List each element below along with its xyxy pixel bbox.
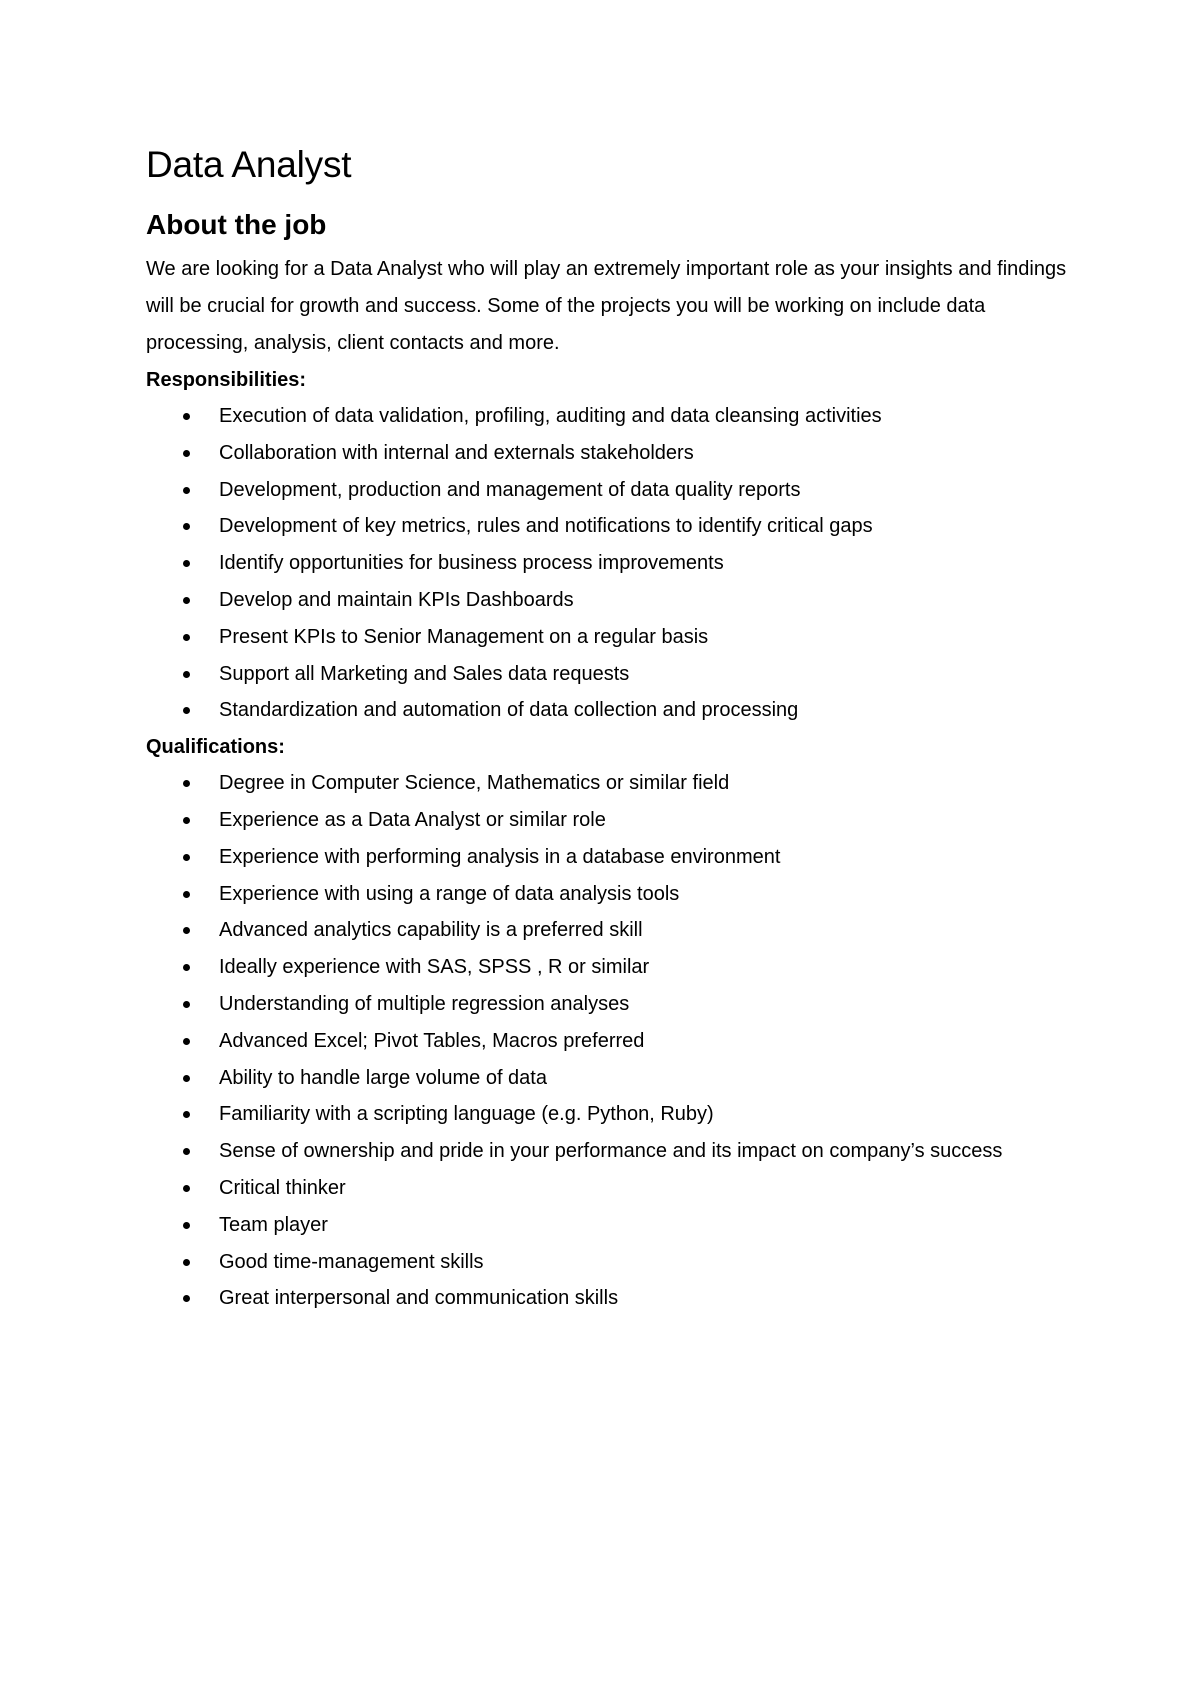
qualifications-list — [146, 765, 1086, 1317]
list-item-text: Degree in Computer Science, Mathematics or similar field — [219, 772, 730, 795]
list-item-text: Support all Marketing and Sales data requests — [219, 662, 630, 685]
intro-paragraph: We are looking for a Data Analyst who will play an extremely important role as your insights and findings will be crucial for growth and success. Some of the projects you will be working on include data processing, analysis, client contacts and more. — [146, 258, 1067, 354]
list-item-text: Sense of ownership and pride in your performance and its impact on company’s success — [219, 1140, 1003, 1163]
list-item-text: Advanced Excel; Pivot Tables, Macros preferred — [219, 1029, 645, 1052]
bullet-icon — [183, 1001, 190, 1008]
bullet-icon — [183, 1259, 190, 1266]
bullet-icon — [183, 780, 190, 787]
list-item-text: Good time-management skills — [219, 1250, 484, 1273]
bullet-icon — [183, 523, 190, 530]
list-item — [146, 912, 1086, 949]
list-item — [146, 1133, 1086, 1170]
list-item-text: Experience with performing analysis in a database environment — [219, 845, 781, 868]
list-item-text: Collaboration with internal and externals stakeholders — [219, 441, 694, 464]
list-item — [146, 802, 1086, 839]
list-item-text: Standardization and automation of data collection and processing — [219, 699, 799, 722]
list-item — [146, 582, 1086, 619]
bullet-icon — [183, 1111, 190, 1118]
list-item-text: Great interpersonal and communication skills — [219, 1287, 619, 1310]
list-item — [146, 839, 1086, 876]
list-item-text: Ability to handle large volume of data — [219, 1066, 547, 1089]
list-item-text: Present KPIs to Senior Management on a regular basis — [219, 625, 709, 648]
bullet-icon — [183, 560, 190, 567]
list-item — [146, 1096, 1086, 1133]
list-item-text: Advanced analytics capability is a preferred skill — [219, 919, 643, 942]
list-item — [146, 1023, 1086, 1060]
list-item — [146, 1207, 1086, 1244]
bullet-icon — [183, 597, 190, 604]
document-content — [146, 140, 1086, 1317]
bullet-icon — [183, 450, 190, 457]
list-item-text: Develop and maintain KPIs Dashboards — [219, 588, 574, 611]
list-item — [146, 508, 1086, 545]
document-title: Data Analyst — [146, 144, 352, 185]
bullet-icon — [183, 671, 190, 678]
list-item — [146, 986, 1086, 1023]
qualifications-label: Qualifications: — [146, 736, 285, 759]
bullet-icon — [183, 817, 190, 824]
list-item-text: Critical thinker — [219, 1176, 346, 1199]
list-item — [146, 765, 1086, 802]
bullet-icon — [183, 707, 190, 714]
bullet-icon — [183, 1075, 190, 1082]
bullet-icon — [183, 1222, 190, 1229]
bullet-icon — [183, 854, 190, 861]
list-item — [146, 692, 1086, 729]
list-item-text: Experience with using a range of data analysis tools — [219, 882, 680, 905]
list-item — [146, 656, 1086, 693]
list-item-text: Experience as a Data Analyst or similar role — [219, 808, 606, 831]
list-item — [146, 619, 1086, 656]
list-item-text: Development, production and management of data quality reports — [219, 478, 801, 501]
bullet-icon — [183, 964, 190, 971]
about-heading: About the job — [146, 209, 327, 240]
list-item — [146, 1244, 1086, 1281]
bullet-icon — [183, 1148, 190, 1155]
list-item — [146, 435, 1086, 472]
bullet-icon — [183, 413, 190, 420]
list-item — [146, 1060, 1086, 1097]
bullet-icon — [183, 1295, 190, 1302]
list-item-text: Team player — [219, 1213, 328, 1236]
list-item-text: Development of key metrics, rules and notifications to identify critical gaps — [219, 515, 873, 538]
bullet-icon — [183, 891, 190, 898]
bullet-icon — [183, 487, 190, 494]
list-item-text: Execution of data validation, profiling, auditing and data cleansing activities — [219, 405, 882, 427]
list-item-text: Ideally experience with SAS, SPSS , R or similar — [219, 956, 650, 979]
bullet-icon — [183, 1185, 190, 1192]
bullet-icon — [183, 927, 190, 934]
responsibilities-list — [146, 398, 1086, 729]
list-item — [146, 472, 1086, 509]
bullet-icon — [183, 634, 190, 641]
list-item — [146, 1170, 1086, 1207]
list-item — [146, 949, 1086, 986]
list-item — [146, 876, 1086, 913]
responsibilities-label: Responsibilities: — [146, 369, 307, 391]
list-item — [146, 1280, 1086, 1317]
list-item-text: Identify opportunities for business process improvements — [219, 552, 724, 575]
list-item-text: Familiarity with a scripting language (e.g. Python, Ruby) — [219, 1103, 714, 1126]
list-item-text: Understanding of multiple regression analyses — [219, 992, 630, 1015]
bullet-icon — [183, 1038, 190, 1045]
list-item — [146, 545, 1086, 582]
list-item — [146, 398, 1086, 435]
